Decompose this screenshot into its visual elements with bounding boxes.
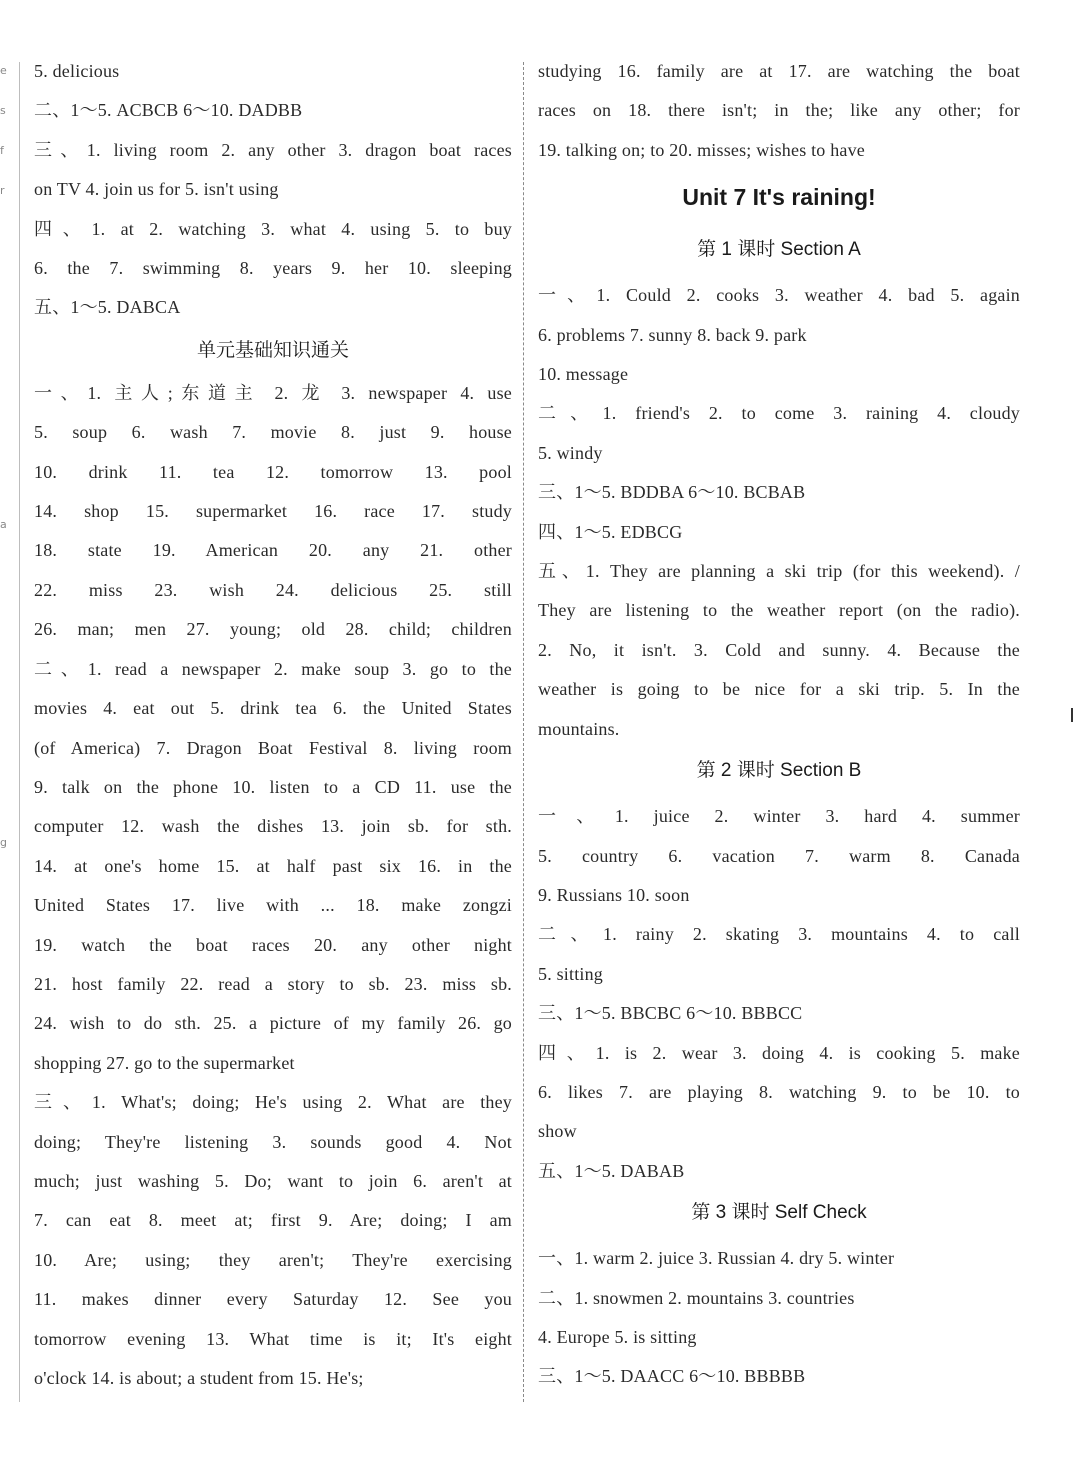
answer-line: 三、1～5. BBCBC 6～10. BBBCC [538,1003,803,1024]
unit-title: Unit 7 It's raining! [682,184,876,211]
answer-line: 五、1～5. DABAB [538,1160,685,1181]
left-column [34,52,512,1398]
answer-line: 6. the 7. swimming 8. years 9. her 10. sleeping [34,258,512,279]
answer-line: 9. talk on the phone 10. listen to a CD 11. use the [34,776,512,797]
answer-line: 二、1. snowmen 2. mountains 3. countries [538,1287,855,1308]
answer-line: much; just washing 5. Do; want to join 6. aren't at [34,1170,512,1191]
answer-line: 四、1. is 2. wear 3. doing 4. is cooking 5. make [538,1042,1020,1063]
answer-line: 三、1. What's; doing; He's using 2. What are they [34,1092,512,1113]
lesson-1-title: 第 1 课时 Section A [697,239,861,261]
right-answers-top [538,52,1020,170]
answer-line: 5. sitting [538,963,604,984]
answer-line: 一、1. 主人;东道主 2. 龙 3. newspaper 4. use [34,382,512,403]
answer-line: computer 12. wash the dishes 13. join sb. for sth. [34,816,512,837]
edge-mark [1071,708,1073,722]
answer-line: show [538,1121,577,1142]
unit-review-title: 单元基础知识通关 [196,339,349,361]
answer-line: studying 16. family are at 17. are watching the boat [538,61,1020,81]
answer-line: 二、1. read a newspaper 2. make soup 3. go to the [34,658,512,679]
answer-line: o'clock 14. is about; a student from 15. He's; [34,1368,364,1388]
answer-line: 18. state 19. American 20. any 21. other [34,540,512,561]
answer-line: 三、1～5. BDDBA 6～10. BCBAB [538,482,806,503]
answer-line: 二、1. friend's 2. to come 3. raining 4. cloudy [538,403,1020,424]
column-divider [523,62,524,1402]
answer-line: 二、1～5. ACBCB 6～10. DADBB [34,100,303,121]
answer-line: 10. message [538,364,629,385]
answer-line: 19. talking on; to 20. misses; wishes to have [538,139,865,160]
lesson-3-title: 第 3 课时 Self Check [691,1202,867,1224]
lesson-3-answers [538,1239,1020,1397]
margin-mark: a [0,518,7,531]
answer-line: 5. delicious [34,61,120,81]
margin-mark: g [0,836,7,849]
answer-line: 四、1. at 2. watching 3. what 4. using 5. to buy [34,218,512,239]
left-edge-rule [19,62,20,1402]
answer-line: 5. country 6. vacation 7. warm 8. Canada [538,845,1020,866]
answer-line: shopping 27. go to the supermarket [34,1052,295,1073]
answer-line: 14. shop 15. supermarket 16. race 17. study [34,501,512,522]
lesson-2-title: 第 2 课时 Section B [696,760,862,782]
answer-line: 一、1. warm 2. juice 3. Russian 4. dry 5. winter [538,1248,895,1269]
answer-line: 四、1～5. EDBCG [538,521,683,542]
right-column [538,52,1020,1397]
answer-line: 6. problems 7. sunny 8. back 9. park [538,324,807,345]
answer-line: 24. wish to do sth. 25. a picture of my family 26. go [34,1013,512,1034]
margin-mark: f [0,144,4,157]
answer-line: (of America) 7. Dragon Boat Festival 8. living room [34,737,512,758]
answer-line: 一、1. juice 2. winter 3. hard 4. summer [538,806,1020,827]
answer-line: 10. drink 11. tea 12. tomorrow 13. pool [34,461,512,482]
answer-line: 一、1. Could 2. cooks 3. weather 4. bad 5. again [538,285,1020,306]
answer-line: 五、1. They are planning a ski trip (for this weekend). / [538,561,1020,582]
answer-line: 7. can eat 8. meet at; first 9. Are; doing; I am [34,1210,512,1231]
answer-line: They are listening to the weather report (on the radio). [538,600,1020,621]
answer-line: United States 17. live with ... 18. make zongzi [34,895,512,916]
answer-line: 二、1. rainy 2. skating 3. mountains 4. to call [538,924,1020,945]
answer-line: 19. watch the boat races 20. any other night [34,934,512,955]
answer-line: 22. miss 23. wish 24. delicious 25. still [34,579,512,600]
answer-line: 11. makes dinner every Saturday 12. See you [34,1289,512,1310]
answer-line: races on 18. there isn't; in the; like any other; for [538,100,1020,121]
answer-line: 9. Russians 10. soon [538,884,690,905]
answer-line: on TV 4. join us for 5. isn't using [34,179,279,200]
margin-mark: e [0,64,7,77]
answer-line: 5. soup 6. wash 7. movie 8. just 9. house [34,422,512,443]
answer-line: 14. at one's home 15. at half past six 16. in the [34,855,512,876]
answer-line: 4. Europe 5. is sitting [538,1326,697,1347]
lesson-1-answers [538,276,1020,749]
margin-mark: r [0,184,5,197]
left-answers-top [34,52,512,328]
answer-line: mountains. [538,718,620,739]
answer-line: 三、1～5. DAACC 6～10. BBBBB [538,1366,806,1387]
answer-line: 2. No, it isn't. 3. Cold and sunny. 4. Because the [538,639,1020,660]
answer-line: 5. windy [538,442,603,463]
answer-line: tomorrow evening 13. What time is it; It's eight [34,1328,512,1349]
answer-line: weather is going to be nice for a ski trip. 5. In the [538,679,1020,700]
margin-mark: s [0,104,6,117]
left-answers-review [34,374,512,1399]
answer-line: 10. Are; using; they aren't; They're exercising [34,1249,512,1270]
answer-line: 21. host family 22. read a story to sb. 23. miss sb. [34,973,512,994]
answer-line: doing; They're listening 3. sounds good 4. Not [34,1131,512,1152]
answer-line: 五、1～5. DABCA [34,297,181,318]
answer-line: 6. likes 7. are playing 8. watching 9. to be 10. to [538,1081,1020,1102]
answer-line: 26. man; men 27. young; old 28. child; children [34,619,512,640]
answer-line: movies 4. eat out 5. drink tea 6. the United States [34,698,512,719]
answer-line: 三、1. living room 2. any other 3. dragon boat races [34,139,512,160]
lesson-2-answers [538,797,1020,1191]
